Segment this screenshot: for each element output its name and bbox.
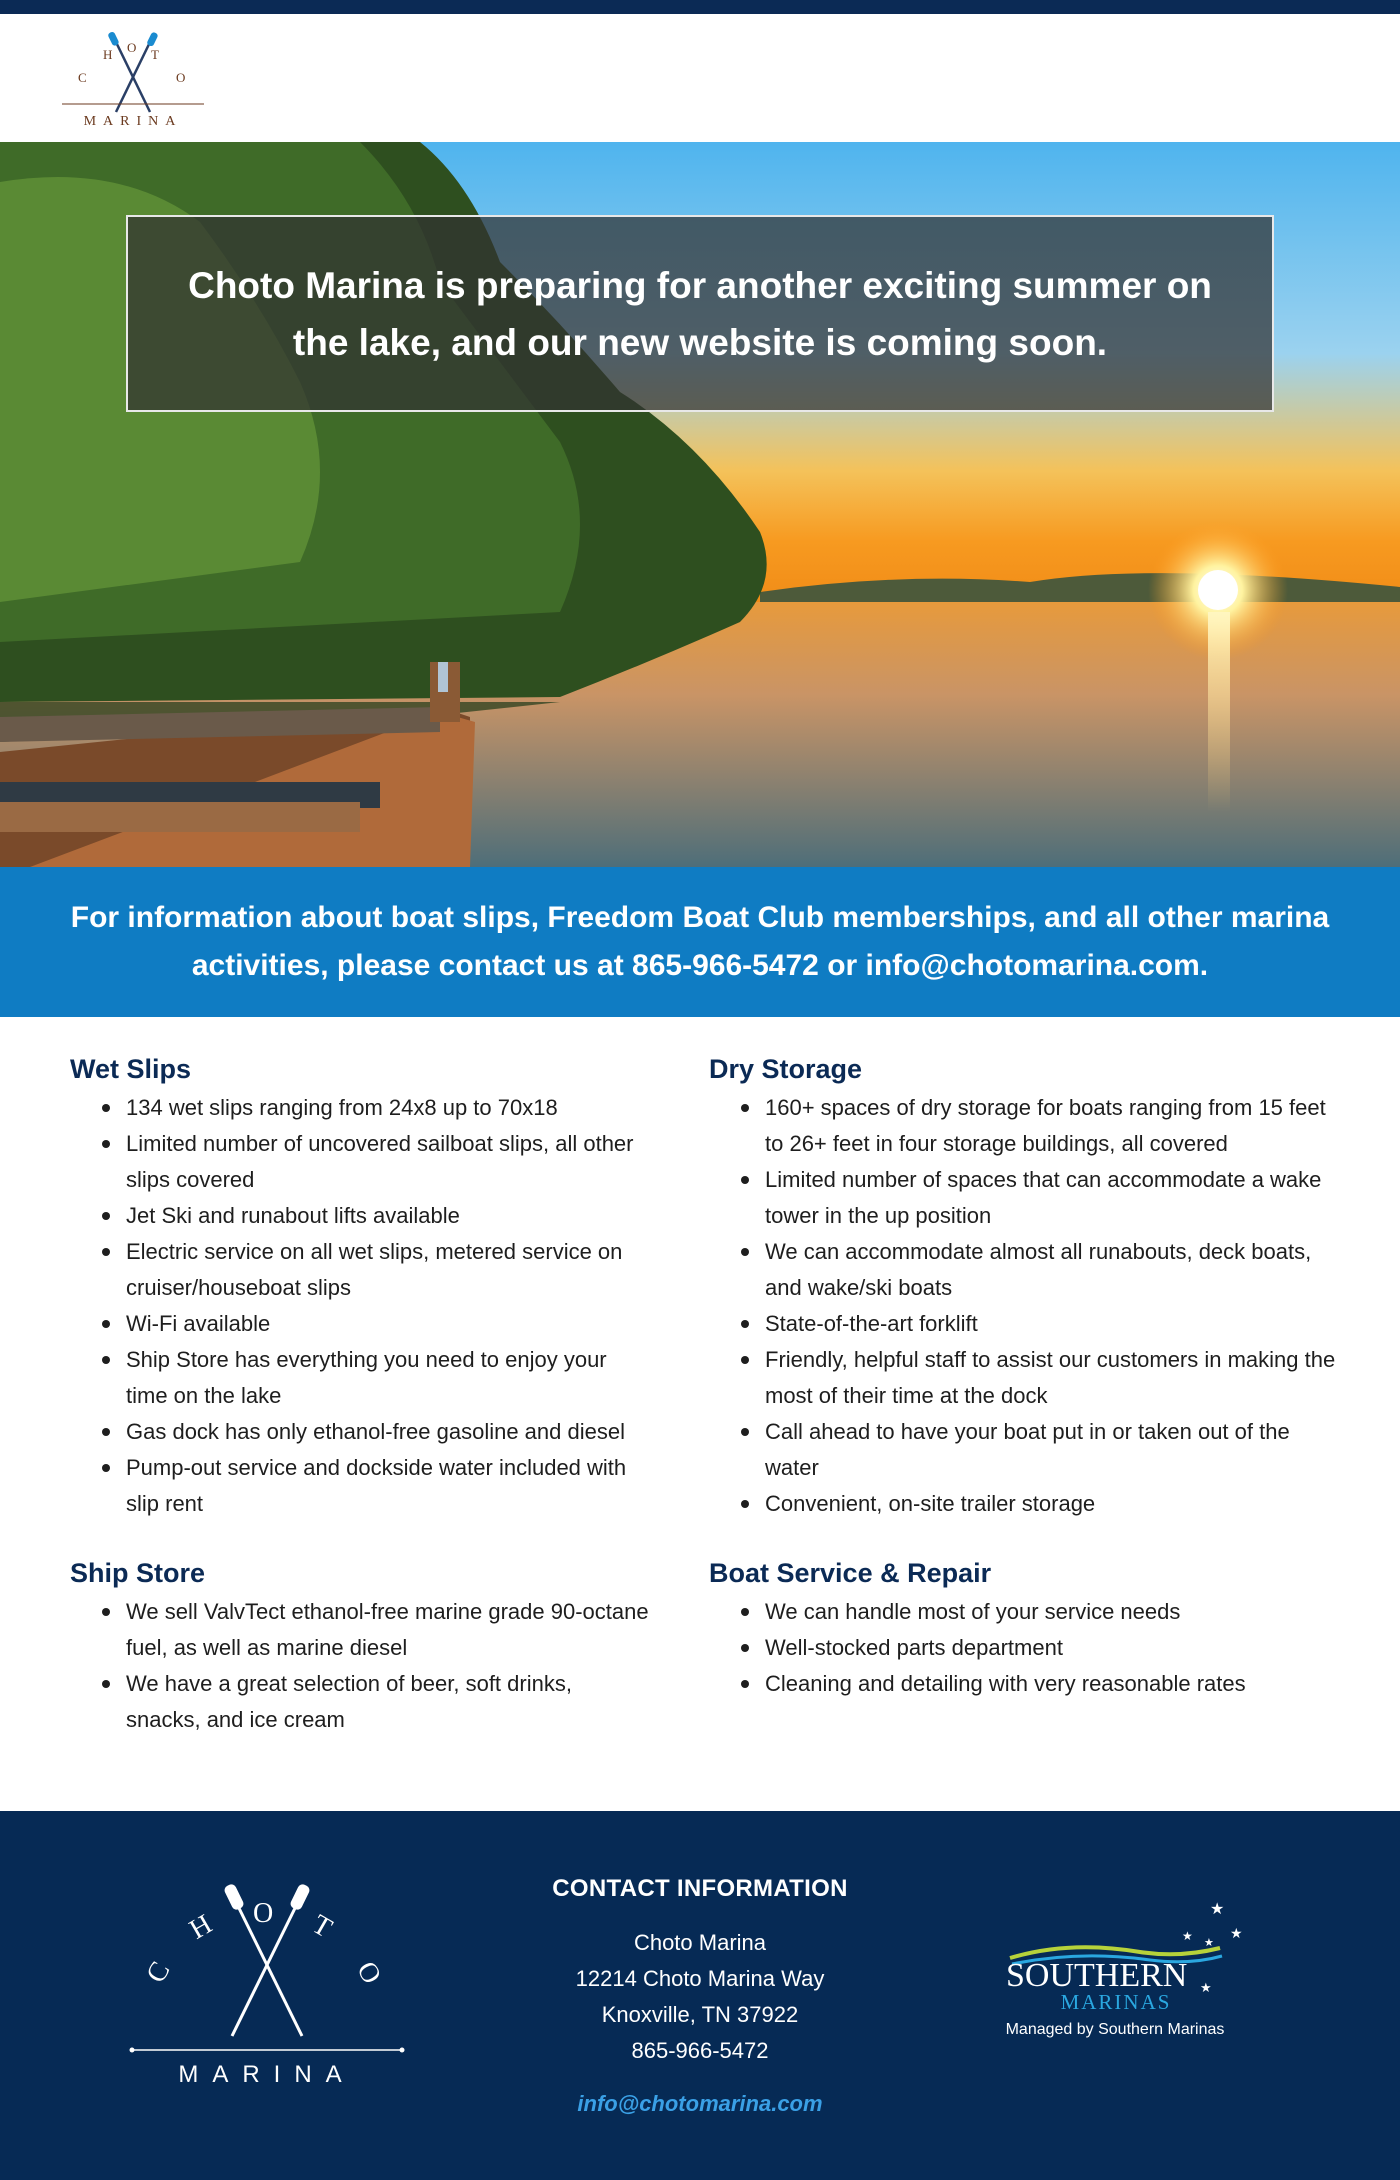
- list-item: Friendly, helpful staff to assist our customers in making the most of their time at the dock: [765, 1342, 1349, 1414]
- top-stripe: [0, 0, 1400, 14]
- list-item: Ship Store has everything you need to enjoy your time on the lake: [126, 1342, 650, 1414]
- southern-marinas-logo-icon: [990, 1886, 1250, 2026]
- services-right-column: [709, 1048, 1349, 1732]
- logo-letter-c: C: [78, 70, 87, 85]
- dry-storage-list: [709, 1090, 1349, 1522]
- contact-phone[interactable]: 865-966-5472: [631, 2038, 769, 2063]
- hero-banner: [0, 142, 1400, 867]
- list-item: Well-stocked parts department: [765, 1630, 1349, 1666]
- list-item: Limited number of uncovered sailboat slips, all other slips covered: [126, 1126, 650, 1198]
- section-title-dry-storage: Dry Storage: [709, 1054, 863, 1084]
- crossed-oars-logo-icon: [58, 24, 208, 134]
- managed-by-text: Managed by Southern Marinas: [1005, 2021, 1225, 2038]
- southern-wordmark: SOUTHERN: [1006, 1957, 1188, 1994]
- list-item: Convenient, on-site trailer storage: [765, 1486, 1349, 1522]
- list-item: 160+ spaces of dry storage for boats ranging from 15 feet to 26+ feet in four storage buildings, all covered: [765, 1090, 1349, 1162]
- section-wet-slips: [70, 1048, 650, 1522]
- list-item: Jet Ski and runabout lifts available: [126, 1198, 650, 1234]
- list-item: Gas dock has only ethanol-free gasoline and diesel: [126, 1414, 650, 1450]
- logo-letter-h: H: [103, 47, 113, 62]
- list-item: Pump-out service and dockside water included with slip rent: [126, 1450, 650, 1522]
- list-item: Wi-Fi available: [126, 1306, 650, 1342]
- section-title-wet-slips: Wet Slips: [70, 1054, 192, 1084]
- services-left-column: [70, 1048, 650, 1768]
- list-item: We can handle most of your service needs: [765, 1594, 1349, 1630]
- contact-line: Choto Marina: [633, 1930, 767, 1955]
- logo-letter-h: H: [184, 1908, 218, 1946]
- contact-line: 12214 Choto Marina Way: [575, 1966, 825, 1991]
- section-title-ship-store: Ship Store: [70, 1558, 206, 1588]
- list-item: Cleaning and detailing with very reasonable rates: [765, 1666, 1349, 1702]
- star-icon: ★: [1200, 1980, 1212, 1995]
- section-boat-service: [709, 1552, 1349, 1702]
- footer-choto-marina-logo: [122, 1876, 412, 2096]
- hero-announcement-box: [126, 215, 1274, 412]
- contact-info-band: [0, 867, 1400, 1017]
- southern-marinas-logo[interactable]: [990, 1886, 1250, 2026]
- contact-line: Knoxville, TN 37922: [601, 2002, 799, 2027]
- logo-letter-t: T: [306, 1908, 338, 1945]
- site-header: [0, 14, 1400, 142]
- logo-wordmark: MARINA: [178, 2061, 356, 2088]
- site-footer: [0, 1811, 1400, 2180]
- hero-headline: Choto Marina is preparing for another exciting summer on the lake, and our new website is coming soon.: [188, 264, 1212, 363]
- crossed-oars-logo-icon: [122, 1876, 412, 2096]
- wet-slips-list: [70, 1090, 650, 1522]
- list-item: We sell ValvTect ethanol-free marine grade 90-octane fuel, as well as marine diesel: [126, 1594, 650, 1666]
- list-item: We can accommodate almost all runabouts, deck boats, and wake/ski boats: [765, 1234, 1349, 1306]
- list-item: 134 wet slips ranging from 24x8 up to 70x18: [126, 1090, 650, 1126]
- logo-letter-o2: O: [176, 70, 186, 85]
- choto-marina-logo[interactable]: [58, 24, 208, 134]
- logo-letter-o2: O: [350, 1956, 388, 1990]
- list-item: Limited number of spaces that can accommodate a wake tower in the up position: [765, 1162, 1349, 1234]
- logo-letter-c: C: [140, 1956, 177, 1989]
- list-item: Electric service on all wet slips, metered service on cruiser/houseboat slips: [126, 1234, 650, 1306]
- list-item: State-of-the-art forklift: [765, 1306, 1349, 1342]
- star-icon: ★: [1210, 1901, 1225, 1918]
- contact-heading: CONTACT INFORMATION: [552, 1875, 848, 1902]
- section-title-boat-service: Boat Service & Repair: [709, 1558, 992, 1588]
- logo-letter-o: O: [127, 40, 137, 55]
- boat-service-list: [709, 1594, 1349, 1702]
- logo-wordmark: MARINA: [83, 114, 183, 129]
- logo-letter-t: T: [151, 47, 159, 62]
- section-dry-storage: [709, 1048, 1349, 1522]
- star-icon: ★: [1230, 1925, 1243, 1941]
- list-item: Call ahead to have your boat put in or taken out of the water: [765, 1414, 1349, 1486]
- contact-information: [500, 1871, 900, 2117]
- marinas-wordmark: MARINAS: [1060, 1990, 1172, 2014]
- contact-info-text: For information about boat slips, Freedom Boat Club memberships, and all other marina activities, please contact us at 865-966-5472 or info@chotomarina.com.: [70, 901, 1330, 982]
- star-icon: ★: [1204, 1937, 1214, 1949]
- contact-email-link[interactable]: info@chotomarina.com: [577, 2091, 823, 2116]
- list-item: We have a great selection of beer, soft drinks, snacks, and ice cream: [126, 1666, 650, 1738]
- ship-store-list: [70, 1594, 650, 1738]
- logo-letter-o: O: [253, 1898, 274, 1929]
- section-ship-store: [70, 1552, 650, 1738]
- star-icon: ★: [1182, 1929, 1193, 1943]
